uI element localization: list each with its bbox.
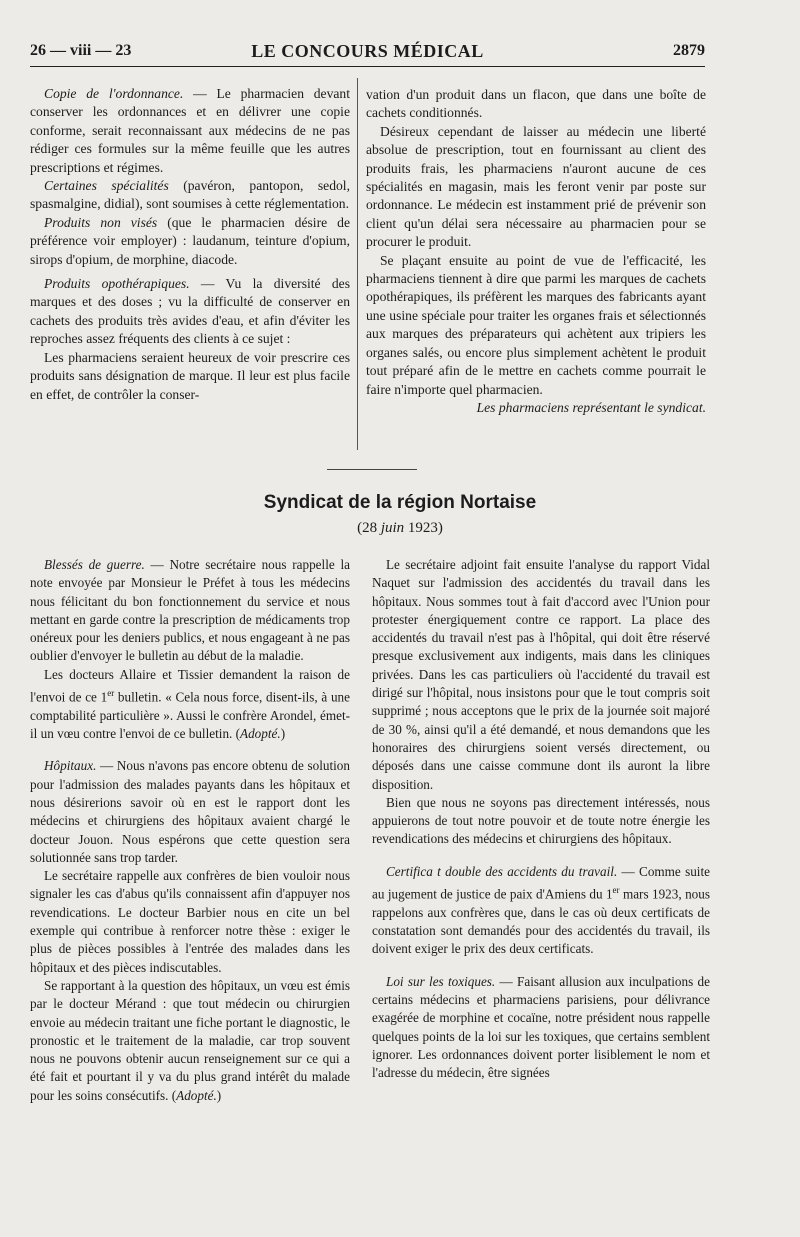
paragraph-voeu-merand: Se rapportant à la question des hôpitaux, un vœu est émis par le docteur Mérand : que tout médecin ou chirurgien envoie au médecin traitant une fiche portant le diagnostic, le pronostic et le traitement de la maladie, car trop souvent nous ne pouvons obtenir aucun renseignement sur ce qui a été fait et pourtant il y va du plus grand intérêt du malade pour les soins consécutifs. (Adopté.) (30, 977, 350, 1103)
paragraph-rapport-vidal-naquet: Le secrétaire adjoint fait ensuite l'analyse du rapport Vidal Naquet sur l'admission des accidentés du travail dans les hôpitaux. Nous sommes tout à fait d'accord avec l'Union pour protester énergiquement contre ce rapport. La place des accidentés du travail n'est pas à l'hôpital, qui doit être réservé presque exclusivement aux indigents, mais dans les cliniques privées. Dans les cas particuliers où l'accidenté du travail est dirigé sur l'hôpital, nous insistons pour que le tout compris soit supprimé ; nous acceptons que le prix de la journée soit majoré de 30 %, ainsi qu'il a été demandé, et nous demandons que les honoraires des chirurgiens soient versés directement, ou déposés dans une caisse commune dont ils auront la libre disposition. (372, 557, 710, 792)
paragraph-ordonnance: Copie de l'ordonnance. — Le pharmacien devant conserver les ordonnances et en délivrer une copie conforme, serait reconnaissant aux médecins de ne pas rédiger ces formules sur la même feuille que les autres prescriptions et régimes. (30, 86, 350, 175)
bottom-left-column (30, 556, 350, 1105)
paragraph-lead: Produits non visés (44, 214, 158, 230)
paragraph-pharmaciens: Les pharmaciens seraient heureux de voir prescrire ces produits sans désignation de marque. Il leur est plus facile en effet, de contrôler la conser- (30, 349, 350, 402)
section-title: Syndicat de la région Nortaise (263, 492, 537, 513)
top-left-column (30, 85, 350, 404)
paragraph-lead: Loi sur les toxiques. (386, 973, 496, 989)
paragraph-bulletin: Les docteurs Allaire et Tissier demandent la raison de l'envoi de ce 1er bulletin. « Cela nous force, disent-ils, à une comptabilité particulière ». Aussi le confrère Arondel, émet-il un vœu contre l'envoi de ce bulletin. (Adopté.) (30, 666, 351, 742)
bottom-right-column (372, 556, 710, 1082)
paragraph-blesses-de-guerre: Blessés de guerre. — Notre secrétaire nous rappelle la note envoyée par Monsieur le Préfet à tous les médecins nous félicitant du bon fonctionnement du service et nous mettant en garde contre la prescription de médicaments trop onéreux pour les deniers publics, et nous engageant à ne pas oublier d'envoyer le bulletin au début de la maladie. (30, 557, 351, 664)
paragraph-hopitaux: Hôpitaux. — Nous n'avons pas encore obtenu de solution pour l'admission des malades payants dans les hôpitaux et nous désirerions savoir où en est le rapport dont les médecins et chirurgiens des hôpitaux avaient chargé le docteur Jouon. Nous espérons que cette question sera solutionnée sans trop tarder. (30, 758, 350, 865)
paragraph-continuation: vation d'un produit dans un flacon, que dans une boîte de cachets conditionnés. (366, 87, 706, 121)
paragraph-lead: Copie de l'ordonnance. (44, 86, 184, 101)
paragraph-efficacite: Se plaçant ensuite au point de vue de l'efficacité, les pharmaciens tiennent à dire que parmi les marques de cachets opothérapiques, ils préfèrent les marques des fabricants ayant une usine spéciale pour traiter les organes frais et sélectionnés aux marques des préparateurs qui achètent aux tripiers les organes salés, ou encore plus simplement achètent le produit tout préparé afin de le mettre en cachets comme pourrait le faire n'importe quel pharmacien. (366, 252, 706, 397)
paragraph-lead: Certifica t double des accidents du travail. (386, 863, 618, 879)
paragraph-revendications: Bien que nous ne soyons pas directement intéressés, nous appuierons de tout notre pouvoir et de toute notre énergie les revendications des médecins et chirurgiens des hôpitaux. (372, 794, 710, 847)
paragraph-lead: Hôpitaux. (44, 758, 97, 774)
journal-title: LE CONCOURS MÉDICAL (251, 41, 484, 61)
paragraph-certificat-double: Certifica t double des accidents du travail. — Comme suite au jugement de justice de paix d'Amiens du 1er mars 1923, nous rappelons aux confrères que, dans le cas où deux certificats de constatation sont demandés pour des accidentés du travail, ils doivent exiger le prix des deux certificats. (372, 863, 710, 957)
page-header (30, 36, 705, 67)
paragraph-lead: Blessés de guerre. (44, 557, 145, 572)
paragraph-loi-toxiques: Loi sur les toxiques. — Faisant allusion aux inculpations de certains médecins et pharmaciens parisiens, pour délivrance exagérée de morphine et cocaïne, notre président nous rappelle quelques points de la loi sur les toxiques, que certains semblent ignorer. Les ordonnances doivent porter lisiblement le nom et l'adresse du médecin, être signées (372, 973, 710, 1081)
section-divider (327, 469, 417, 470)
paragraph-liberte-prescription: Désireux cependant de laisser au médecin une liberté absolue de prescription, tout en fournissant au client des produits frais, les pharmaciens n'auront aucune de ces spécialités en magasin, mais les feront venir par poste sur ordonnance. Le médecin est instamment prié de prévenir son client qu'un délai sera nécessaire au pharmacien pour se procurer le produit. (366, 123, 706, 250)
issue-date: 26 — viii — 23 (30, 42, 132, 59)
paragraph-lead: Certaines spécialités (44, 178, 169, 194)
top-right-column (366, 86, 706, 417)
paragraph-opotherapiques: Produits opothérapiques. — Vu la diversité des marques et des doses ; vu la difficulté de conserver en cachets des produits très avides d'eau, et afin d'éviter les reproches assez fréquents des clients à ce sujet : (30, 276, 350, 347)
paragraph-lead: Produits opothérapiques. (44, 276, 190, 292)
paragraph-specialites: Certaines spécialités (pavéron, pantopon, sedol, spasmalgine, didial), sont soumises à cette réglementation. (30, 178, 350, 212)
signature: Les pharmaciens représentant le syndicat. (476, 399, 706, 415)
paragraph-abus: Le secrétaire rappelle aux confrères de bien vouloir nous signaler les cas d'abus qu'ils connaissent afin d'appuyer nos revendications. Le docteur Barbier nous en cite un bel exemple qui contribue à renforcer notre thèse : exiger le plus de pièces possibles à l'entrée des malades dans les hôpitaux et des pièces indiscutables. (30, 868, 350, 975)
paragraph-produits-non-vises: Produits non visés (que le pharmacien désire de préférence voir employer) : laudanum, teinture d'opium, sirops d'opium, de morphine, diacode. (30, 214, 350, 267)
column-divider (357, 78, 358, 450)
section-date: (28 juin 1923) (357, 520, 443, 536)
page-number: 2879 (673, 42, 705, 59)
